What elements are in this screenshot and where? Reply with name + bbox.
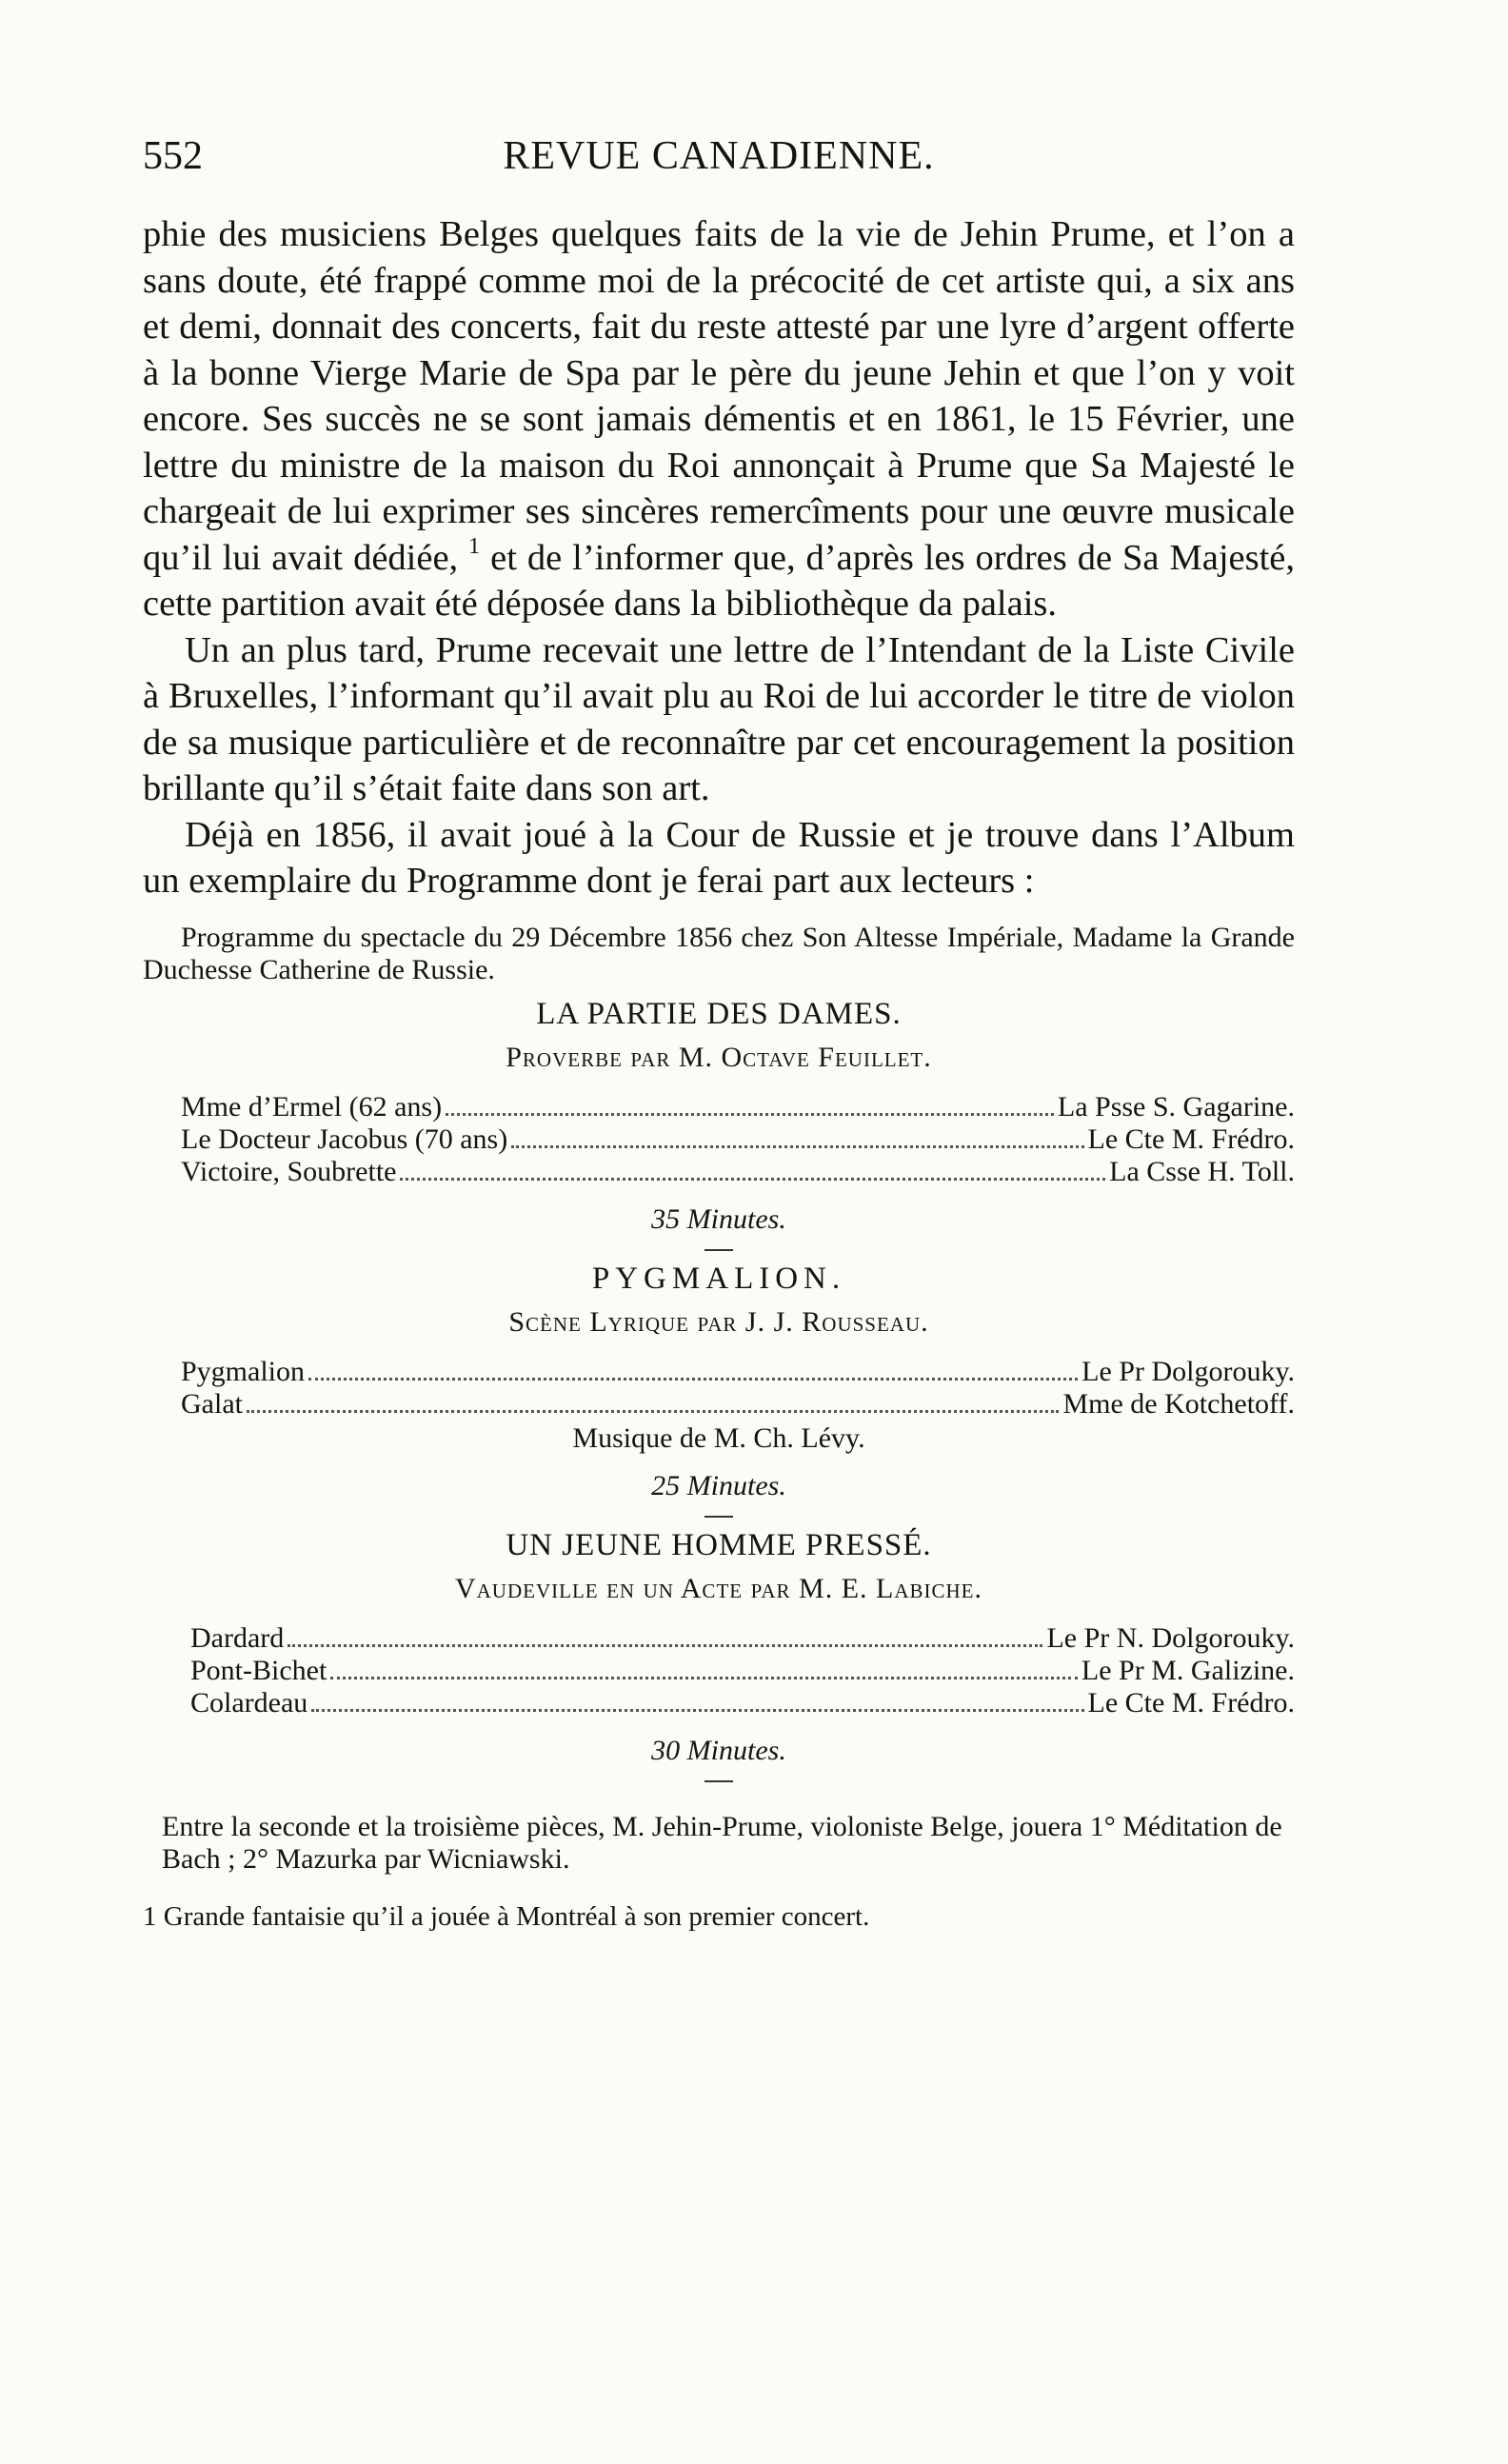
footnote-marker: 1 [143,1900,157,1932]
leader-dots [311,1709,1083,1712]
cast-row [190,1655,1295,1687]
book-page [143,133,1295,1933]
programme-closing-note: Entre la seconde et la troisième pièces, M. Jehin-Prume, violoniste Belge, jouera 1° Méditation de Bach ; 2° Mazurka par Wicniawski. [162,1810,1282,1875]
section-divider [704,1249,733,1251]
cast-role: Victoire, Soubrette [181,1155,397,1187]
piece-duration: 35 Minutes. [651,1202,786,1235]
cast-role: Mme d’Ermel (62 ans) [181,1090,443,1123]
running-header [143,133,1295,190]
programme [143,922,1295,1876]
cast-row [181,1388,1295,1421]
piece-subtitle: Vaudeville en un Acte par M. E. Labiche. [454,1572,983,1604]
leader-dots [400,1178,1105,1181]
piece-title: UN JEUNE HOMME PRESSÉ. [506,1527,932,1562]
cast-actor: La Csse H. Toll. [1109,1155,1295,1187]
cast-role: Pygmalion [181,1355,306,1387]
paragraph-text: phie des musiciens Belges quelques faits de la vie de Jehin Prume, et l’on a sans doute, été frappé comme moi de la précocité de cet artiste qui, a six ans et demi, donnait des concerts, fait du reste attesté par une lyre d’argent offerte à la bonne Vierge Marie de Spa par le père du jeune Jehin et que l’on y voit encore. Ses succès ne se sont jamais démentis et en 1861, le 15 Février, une lettre du ministre de la maison du Roi annonçait à Prume que Sa Majesté le chargeait de lui exprimer ses sincères remercîments pour une œuvre musicale qu’il lui avait dédiée, [143,214,1295,578]
programme-piece [143,998,1295,1251]
cast-row [181,1091,1295,1123]
cast-row [190,1622,1295,1655]
paragraph [143,211,1295,627]
cast-actor: Mme de Kotchetoff. [1062,1387,1295,1420]
programme-intro: Programme du spectacle du 29 Décembre 1856 chez Son Altesse Impériale, Madame la Grande Duchesse Catherine de Russie. [143,921,1295,985]
leader-dots [247,1410,1059,1413]
cast-role: Colardeau [190,1686,308,1719]
programme-piece [143,1262,1295,1518]
section-divider [704,1780,733,1782]
cast-role: Dardard [190,1621,285,1654]
cast-list [143,1091,1295,1188]
cast-role: Galat [181,1387,243,1420]
leader-dots [288,1644,1042,1647]
cast-actor: Le Cte M. Frédro. [1087,1686,1295,1719]
programme-piece [143,1529,1295,1782]
footnote [143,1900,1295,1933]
page-number: 552 [143,134,203,178]
piece-subtitle: Scène Lyrique par J. J. Rousseau. [508,1305,929,1338]
cast-row [181,1123,1295,1156]
cast-actor: Le Cte M. Frédro. [1087,1123,1295,1155]
paragraph: Déjà en 1856, il avait joué à la Cour de Russie et je trouve dans l’Album un exemplaire du Programme dont je ferai part aux lecteurs : [143,814,1295,901]
body-text [143,211,1295,904]
cast-role: Le Docteur Jacobus (70 ans) [181,1123,508,1155]
section-divider [704,1516,733,1518]
paragraph-text-continued: et de l’informer que, d’après les ordres de Sa Majesté, cette partition avait été déposée dans la bibliothèque da palais. [143,537,1295,624]
leader-dots [511,1145,1083,1148]
cast-list [143,1356,1295,1421]
piece-duration: 30 Minutes. [651,1734,786,1766]
piece-note: Musique de M. Ch. Lévy. [572,1421,865,1454]
leader-dots [446,1113,1054,1116]
piece-title: LA PARTIE DES DAMES. [536,996,902,1031]
piece-subtitle: Proverbe par M. Octave Feuillet. [506,1041,932,1073]
cast-row [181,1156,1295,1188]
footnote-reference: 1 [468,533,481,559]
cast-row [190,1687,1295,1719]
leader-dots [308,1378,1078,1381]
running-title: REVUE CANADIENNE. [503,134,935,178]
cast-actor: Le Pr M. Galizine. [1081,1654,1295,1686]
leader-dots [330,1677,1078,1679]
cast-list [143,1622,1295,1719]
piece-title: PYGMALION. [591,1261,846,1296]
cast-actor: Le Pr N. Dolgorouky. [1046,1621,1295,1654]
footnote-text: Grande fantaisie qu’il a jouée à Montréal à son premier concert. [163,1900,870,1932]
cast-actor: La Psse S. Gagarine. [1057,1090,1295,1123]
cast-actor: Le Pr Dolgorouky. [1081,1355,1295,1387]
piece-duration: 25 Minutes. [651,1469,786,1501]
cast-role: Pont-Bichet [190,1654,327,1686]
cast-row [181,1356,1295,1388]
paragraph: Un an plus tard, Prume recevait une lettre de l’Intendant de la Liste Civile à Bruxelles, l’informant qu’il avait plu au Roi de lui accorder le titre de violon de sa musique particulière et de reconnaître par cet encouragement la position brillante qu’il s’était faite dans son art. [143,629,1295,808]
